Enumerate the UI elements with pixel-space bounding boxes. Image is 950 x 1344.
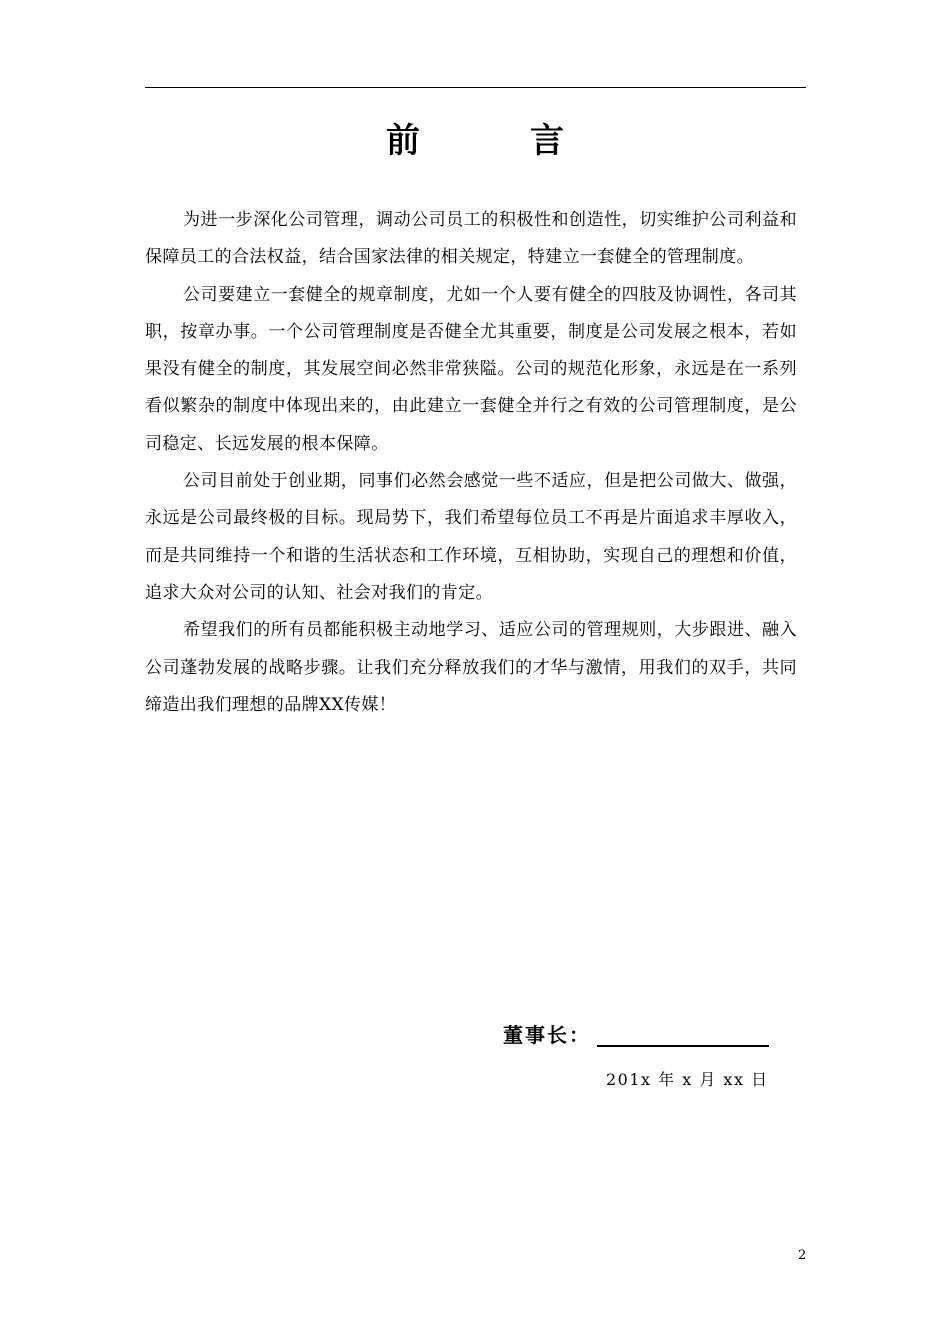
page-number: 2 [798, 1248, 807, 1263]
paragraph-3: 公司目前处于创业期，同事们必然会感觉一些不适应，但是把公司做大、做强，永远是公司最终极的目标。现局势下，我们希望每位员工不再是片面追求丰厚收入，而是共同维持一个和谐的生活状态和工作环境，互相协助，实现自己的理想和价值，追求大众对公司的认知、社会对我们的肯定。 [145, 471, 797, 603]
signature-line [597, 1045, 769, 1047]
date-line: 201x 年 x 月 xx 日 [606, 1070, 769, 1089]
header-rule [145, 87, 806, 88]
paragraph-2: 公司要建立一套健全的规章制度，尤如一个人要有健全的四肢及协调性，各司其职，按章办事。一个公司管理制度是否健全尤其重要，制度是公司发展之根本，若如果没有健全的制度，其发展空间必然非常狭隘。公司的规范化形象，永远是在一系列看似繁杂的制度中体现出来的，由此建立一套健全并行之有效的公司管理制度，是公司稳定、长远发展的根本保障。 [145, 284, 797, 454]
paragraph-1: 为进一步深化公司管理，调动公司员工的积极性和创造性，切实维护公司利益和保障员工的合法权益，结合国家法律的相关规定，特建立一套健全的管理制度。 [145, 210, 797, 268]
paragraph-4: 希望我们的所有员都能积极主动地学习、适应公司的管理规则，大步跟进、融入公司蓬勃发展的战略步骤。让我们充分释放我们的才华与激情，用我们的双手，共同缔造出我们理想的品牌XX传媒！ [145, 620, 797, 715]
body-text [145, 202, 797, 724]
signature-label: 董事长： [503, 1023, 591, 1047]
page-title: 前 言 [386, 121, 602, 161]
signature-block [503, 1020, 769, 1050]
